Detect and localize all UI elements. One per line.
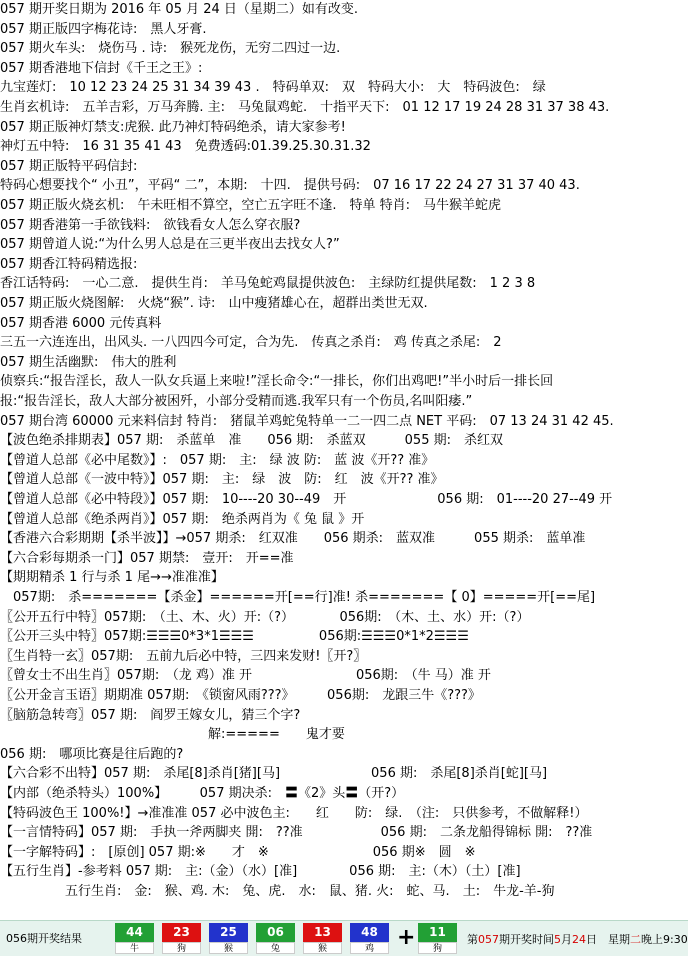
- text-line-content: 【特码波色王 100%!】→准准准 057 必中波色主: 红 防: 绿. （注: 只供参考，不做解释!）: [0, 805, 588, 821]
- text-line: [0, 431, 688, 451]
- text-line: [0, 255, 688, 275]
- ball-number: 48: [350, 923, 389, 942]
- text-line-content: 057 期正版火烧图解: 火烧“猴”. 诗: 山中瘦猪雄心在，超群出类世无双.: [0, 296, 428, 311]
- text-line-content: 九宝莲灯: 10 12 23 24 25 31 34 39 43 . 特码单双: 双 特码大小: 大 特码波色: 绿: [0, 80, 546, 96]
- next-draw-day: 24: [572, 933, 586, 946]
- result-ball-6: [350, 923, 389, 954]
- text-line-content: 香江话特码: 一心二意. 提供生肖: 羊马兔蛇鸡鼠提供波色: 主绿防红提供尾数: 1 2 3 8: [0, 276, 536, 292]
- text-line: [0, 490, 688, 510]
- result-ball-3: [209, 923, 248, 954]
- text-line-content: 【一言情特码】057 期: 手执一斧两脚夹 開: ??准 056 期: 二条龙船得锦标 開: ??准: [0, 825, 593, 841]
- text-line-content: 057 期香港第一手欲钱料: 欲钱看女人怎么穿衣服?: [0, 217, 301, 233]
- ball-zodiac: 鸡: [350, 942, 389, 954]
- ball-number: 23: [162, 923, 201, 942]
- text-line: [0, 294, 688, 314]
- next-draw-time: [467, 931, 688, 947]
- text-line-content: 057 期火车头: 烧伤马 . 诗: 猴死龙伤，无穷二四过一边.: [0, 41, 341, 57]
- ball-number: 11: [418, 923, 457, 942]
- ball-number: 13: [303, 923, 342, 942]
- text-line: [0, 706, 688, 726]
- text-line: [0, 882, 688, 902]
- next-draw-suffix: 晚上9:30: [641, 933, 688, 946]
- text-line: [0, 745, 688, 765]
- text-line: [0, 274, 688, 294]
- text-line: [0, 333, 688, 353]
- text-line-content: 057期: 杀=======【杀金】======开[==行]准! 杀=======【 0】=====开[==尾]: [0, 590, 596, 605]
- text-line-content: 057 期香港地下信封《千王之王》:: [0, 60, 203, 76]
- next-draw-prefix: 第: [467, 933, 478, 946]
- text-line-content: 〖公开三头中特〗057期:☰☰☰0*3*1☰☰☰ 056期:☰☰☰0*1*2☰☰☰: [0, 629, 469, 645]
- text-line-content: 〖脑筋急转弯〗057 期: 阎罗王嫁女儿，猜三个字?: [0, 707, 301, 723]
- ball-number: 44: [115, 923, 154, 942]
- text-line-content: 特码心想要找个“ 小丑”，平码“ 二”，本期: 十四. 提供号码: 07 16 17 22 24 27 31 37 40 43.: [0, 178, 580, 194]
- result-ball-4: [256, 923, 295, 954]
- text-line-content: 报:“报告淫长，敌人大部分被困歼，小部分受精而逃.我军只有一个伤员,名叫阳痿.”: [0, 394, 473, 409]
- text-line: [0, 666, 688, 686]
- text-line: [0, 176, 688, 196]
- text-line-content: 【曾道人总部《必中特段》】057 期: 10----20 30--49 开 056 期: 01----20 27--49 开: [0, 492, 613, 507]
- text-line: [0, 39, 688, 59]
- text-line: [0, 412, 688, 432]
- text-line: [0, 804, 688, 824]
- text-line-content: 【期期精杀 1 行与杀 1 尾→→准准准】: [0, 570, 224, 586]
- text-line-content: 〖公开金言玉语〗期期准 057期: 《锁窗风雨???》 056期: 龙跟三牛《???》: [0, 688, 481, 703]
- text-line: [0, 470, 688, 490]
- text-line-content: 【香港六合彩期期【杀半波】】→057 期杀: 红双准 056 期杀: 蓝双准 055 期杀: 蓝单准: [0, 531, 586, 547]
- text-line: [0, 314, 688, 334]
- text-line-content: 三五一六连连出，出风头. 一八四四今可定，合为先. 传真之杀肖: 鸡 传真之杀尾: 2: [0, 335, 502, 351]
- text-line-content: 057 期正版火烧玄机: 午未旺相不算空，空亡五字旺不逢. 特单 特肖: 马牛猴羊蛇虎: [0, 198, 501, 213]
- text-line-content: 侦察兵:“报告淫长，敌人一队女兵逼上来啦!”淫长命令:“一排长，你们出鸡吧!”半小时后一排长回: [0, 374, 554, 390]
- text-line: [0, 608, 688, 628]
- text-line: [0, 725, 688, 745]
- text-line: [0, 118, 688, 138]
- text-line-content: 〖曾女士不出生肖〗057期: （龙 鸡）准 开 056期: （牛 马）准 开: [0, 668, 491, 684]
- text-line-content: 【波色绝杀排期表】057 期: 杀蓝单 准 056 期: 杀蓝双 055 期: 杀红双: [0, 433, 503, 449]
- result-ball-1: [115, 923, 154, 954]
- text-line: [0, 510, 688, 530]
- text-line: [0, 98, 688, 118]
- text-line-content: 057 期台湾 60000 元来料信封 特肖: 猪鼠羊鸡蛇兔特单一二一四二点 NET 平码: 07 13 24 31 42 45.: [0, 413, 614, 429]
- text-line: [0, 0, 688, 20]
- plus-sign: +: [397, 925, 416, 950]
- special-ball: [418, 923, 457, 954]
- text-line-content: 【内部（绝杀特头）100%】 057 期决杀: 〓《2》头〓（开?）: [0, 786, 405, 801]
- ball-zodiac: 狗: [418, 942, 457, 954]
- draw-result-label: 056期开奖结果: [6, 932, 82, 945]
- text-line-content: 057 期香江特码精选报:: [0, 256, 138, 272]
- text-line: [0, 627, 688, 647]
- text-line: [0, 451, 688, 471]
- text-line-content: 〖公开五行中特〗057期: （土、木、火）开:（?） 056期: （木、土、水）开:（?）: [0, 609, 530, 625]
- text-line-content: 056 期: 哪项比赛是往后跑的?: [0, 746, 184, 762]
- text-line: [0, 392, 688, 412]
- ball-zodiac: 猴: [303, 942, 342, 954]
- text-line-content: 【曾道人总部《必中尾数》】: 057 期: 主: 绿 波 防: 蓝 波《开?? 准》: [0, 452, 435, 468]
- result-ball-2: [162, 923, 201, 954]
- text-line: [0, 588, 688, 608]
- text-line-content: 【六合彩每期杀一门】057 期禁: 壹开: 开==准: [0, 550, 294, 566]
- text-line-content: 解:===== 鬼才要: [0, 727, 345, 743]
- text-line: [0, 137, 688, 157]
- ball-zodiac: 牛: [115, 942, 154, 954]
- text-line: [0, 823, 688, 843]
- text-line: [0, 647, 688, 667]
- text-line-content: 【曾道人总部《绝杀两肖》】057 期: 绝杀两肖为《 兔 鼠 》开: [0, 511, 365, 527]
- next-draw-weekday: 二: [630, 933, 641, 946]
- text-line-content: 〖生肖特一玄〗057期: 五前九后必中特，三四来发财!〖开?〗: [0, 648, 367, 664]
- text-line-content: 【六合彩不出特】057 期: 杀尾[8]杀肖[猪][马] 056 期: 杀尾[8]杀肖[蛇][马]: [0, 766, 548, 782]
- text-line-content: 057 期正版神灯禁支:虎猴. 此乃神灯特码绝杀，请大家参考!: [0, 119, 346, 135]
- text-line: [0, 157, 688, 177]
- next-draw-mid1: 期开奖时间: [499, 933, 554, 946]
- text-line: [0, 78, 688, 98]
- text-line: [0, 784, 688, 804]
- text-line-content: 神灯五中特: 16 31 35 41 43 免费透码:01.39.25.30.31.32: [0, 139, 371, 155]
- text-line-content: 【一字解特码】: [原创] 057 期:※ 才 ※ 056 期※ 圆 ※: [0, 844, 476, 860]
- text-line: [0, 529, 688, 549]
- next-draw-period: 057: [478, 933, 499, 946]
- text-line: [0, 843, 688, 863]
- text-line: [0, 764, 688, 784]
- text-line: [0, 59, 688, 79]
- text-line: [0, 568, 688, 588]
- text-line-content: 生肖玄机诗: 五羊吉彩，万马奔腾. 主: 马兔鼠鸡蛇. 十指平天下: 01 12 17 19 24 28 31 37 38 43.: [0, 100, 610, 115]
- ball-zodiac: 兔: [256, 942, 295, 954]
- next-draw-month: 5: [554, 933, 561, 946]
- text-line-content: 057 期生活幽默: 伟大的胜利: [0, 354, 177, 370]
- text-line-content: 057 期香港 6000 元传真料: [0, 315, 162, 331]
- text-line-content: 【五行生肖】-参考料 057 期: 主:（金）（水）[准] 056 期: 主:（木）（土）[准]: [0, 864, 521, 880]
- text-line-content: 057 期正版四字梅花诗: 黑人牙膏.: [0, 21, 207, 37]
- text-line-content: 057 期曾道人说:“为什么男人总是在三更半夜出去找女人?”: [0, 237, 340, 253]
- next-draw-mid3: 日 星期: [586, 933, 630, 946]
- result-ball-5: [303, 923, 342, 954]
- text-line: [0, 20, 688, 40]
- text-line-content: 五行生肖: 金: 猴、鸡. 木: 兔、虎. 水: 鼠、猪. 火: 蛇、马. 土: 牛龙-羊-狗: [0, 884, 555, 899]
- text-line: [0, 196, 688, 216]
- text-line: [0, 686, 688, 706]
- text-line-content: 【曾道人总部《一波中特》】057 期: 主: 绿 波 防: 红 波《开?? 准》: [0, 472, 444, 488]
- ball-number: 25: [209, 923, 248, 942]
- text-line: [0, 549, 688, 569]
- next-draw-mid2: 月: [561, 933, 572, 946]
- text-line: [0, 862, 688, 882]
- ball-number: 06: [256, 923, 295, 942]
- text-line-content: 057 期开奖日期为 2016 年 05 月 24 日（星期二）如有改变.: [0, 2, 359, 17]
- text-line: [0, 353, 688, 373]
- text-line: [0, 216, 688, 236]
- text-line: [0, 372, 688, 392]
- ball-zodiac: 猴: [209, 942, 248, 954]
- draw-result-bar: [0, 920, 688, 956]
- text-line-content: 057 期正版特平码信封:: [0, 158, 138, 174]
- ball-zodiac: 狗: [162, 942, 201, 954]
- text-line: [0, 235, 688, 255]
